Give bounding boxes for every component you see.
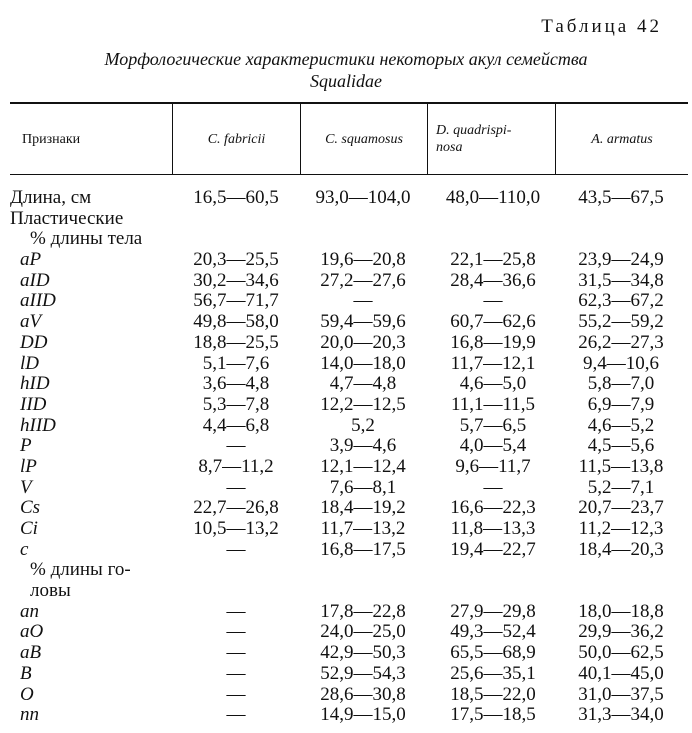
table-cell: 56,7—71,7 (193, 290, 279, 312)
row-label: % длины го- (30, 559, 131, 581)
table-cell: 40,1—45,0 (578, 662, 664, 684)
row-label: aO (20, 621, 44, 643)
table-cell: — (353, 290, 373, 312)
table-cell: 31,5—34,8 (578, 269, 664, 291)
table-cell: 43,5—67,5 (578, 187, 664, 208)
table-cell: 52,9—54,3 (320, 662, 406, 684)
table-cell: — (226, 435, 246, 457)
header-c-squamosus (301, 104, 427, 174)
table-cell: 11,8—13,3 (450, 518, 536, 539)
table-cell: 19,4—22,7 (450, 538, 536, 560)
table-cell: 11,7—13,2 (320, 518, 406, 539)
table-cell: 4,6—5,0 (459, 373, 527, 395)
table-cell: — (226, 476, 246, 498)
row-label: hID (20, 373, 50, 395)
table-cell: — (483, 290, 503, 312)
table-cell: 93,0—104,0 (315, 187, 411, 208)
row-label: aB (20, 642, 42, 664)
table-cell: 4,6—5,2 (587, 414, 655, 436)
table-row (0, 209, 692, 230)
table-cell: 59,4—59,6 (320, 311, 406, 333)
table-row (0, 705, 692, 726)
table-cell: 5,2 (351, 414, 375, 436)
header-d-quadrispinosa-line1: D. quadrispi- (436, 123, 512, 138)
table-cell: 26,2—27,3 (578, 331, 664, 353)
table-cell: 31,0—37,5 (578, 683, 664, 705)
table-cell: — (226, 621, 246, 643)
table-cell: 3,9—4,6 (329, 435, 397, 457)
header-d-quadrispinosa (428, 104, 555, 174)
table-cell: 22,7—26,8 (193, 497, 279, 519)
table-cell: 4,4—6,8 (202, 414, 270, 436)
table-cell: 14,0—18,0 (320, 352, 406, 374)
table-cell: 16,8—19,9 (450, 331, 536, 353)
row-label: c (20, 538, 29, 560)
table-row (0, 250, 692, 271)
header-feature: Признаки (22, 131, 81, 147)
table-row (0, 333, 692, 354)
row-label: DD (20, 331, 48, 353)
table-cell: — (483, 476, 503, 498)
row-label: an (20, 600, 39, 622)
table-cell: 5,3—7,8 (202, 393, 270, 415)
table-cell: 11,5—13,8 (578, 455, 664, 477)
table-cell: — (226, 642, 246, 664)
table-cell: 23,9—24,9 (578, 249, 664, 271)
table-cell: 55,2—59,2 (578, 311, 664, 333)
table-cell: 9,6—11,7 (455, 455, 531, 477)
table-number: Таблица 42 (541, 16, 662, 37)
header-c-squamosus-text: C. squamosus (325, 131, 403, 147)
table-cell: 7,6—8,1 (329, 476, 397, 498)
table-cell: 18,5—22,0 (450, 683, 536, 705)
table-cell: 18,0—18,8 (578, 600, 664, 622)
table-caption-line2: Squalidae (310, 71, 382, 91)
table-caption-line1: Морфологические характеристики некоторых акул семейства (104, 49, 588, 69)
table-cell: 18,4—19,2 (320, 497, 406, 519)
table-cell: 49,8—58,0 (193, 311, 279, 333)
table-cell: 62,3—67,2 (578, 290, 664, 312)
table-row (0, 685, 692, 706)
table-body (0, 188, 692, 726)
table-cell: 28,4—36,6 (450, 269, 536, 291)
table-cell: 25,6—35,1 (450, 662, 536, 684)
table-cell: 12,2—12,5 (320, 393, 406, 415)
table-row (0, 498, 692, 519)
table-row (0, 602, 692, 623)
table-cell: 12,1—12,4 (320, 455, 406, 477)
table-row (0, 271, 692, 292)
table-row (0, 457, 692, 478)
row-label: O (20, 683, 34, 705)
table-cell: 9,4—10,6 (583, 352, 659, 374)
row-label: nn (20, 704, 39, 726)
table-cell: 5,7—6,5 (459, 414, 527, 436)
row-label: IID (20, 393, 47, 415)
row-label: aID (20, 269, 50, 291)
table-row (0, 416, 692, 437)
table-cell: 65,5—68,9 (450, 642, 536, 664)
table-row (0, 664, 692, 685)
table-cell: 16,6—22,3 (450, 497, 536, 519)
row-label: lD (20, 352, 39, 374)
row-label: aIID (20, 290, 56, 312)
row-label: hIID (20, 414, 56, 436)
header-a-armatus-text: A. armatus (591, 131, 653, 147)
table-cell: 27,9—29,8 (450, 600, 536, 622)
table-cell: 11,2—12,3 (578, 518, 664, 539)
table-cell: 31,3—34,0 (578, 704, 664, 726)
table-cell: 3,6—4,8 (202, 373, 270, 395)
table-cell: 17,5—18,5 (450, 704, 536, 726)
table-cell: 22,1—25,8 (450, 249, 536, 271)
table-cell: 27,2—27,6 (320, 269, 406, 291)
table-cell: 11,7—12,1 (450, 352, 536, 374)
table-cell: 5,1—7,6 (202, 352, 270, 374)
table-cell: 20,0—20,3 (320, 331, 406, 353)
table-cell: 5,8—7,0 (587, 373, 655, 395)
table-cell: 29,9—36,2 (578, 621, 664, 643)
table-row (0, 374, 692, 395)
table-cell: 19,6—20,8 (320, 249, 406, 271)
table-cell: 4,7—4,8 (329, 373, 397, 395)
table-cell: 20,3—25,5 (193, 249, 279, 271)
table-cell: 14,9—15,0 (320, 704, 406, 726)
row-label: Длина, см (10, 187, 92, 208)
table-cell: — (226, 662, 246, 684)
row-label: V (20, 476, 32, 498)
table-row (0, 229, 692, 250)
row-label: lP (20, 455, 37, 477)
row-label: Пластические (10, 207, 124, 229)
table-cell: 28,6—30,8 (320, 683, 406, 705)
table-row (0, 395, 692, 416)
table-cell: 5,2—7,1 (587, 476, 655, 498)
table-row (0, 540, 692, 561)
table-cell: 17,8—22,8 (320, 600, 406, 622)
row-label: Ci (20, 518, 38, 539)
table-row (0, 560, 692, 581)
row-label: Cs (20, 497, 41, 519)
table-cell: — (226, 704, 246, 726)
table-cell: 18,4—20,3 (578, 538, 664, 560)
table-cell: 42,9—50,3 (320, 642, 406, 664)
header-c-fabricii (173, 104, 300, 174)
table-cell: 4,0—5,4 (459, 435, 527, 457)
row-label: B (20, 662, 32, 684)
table-cell: 48,0—110,0 (445, 187, 541, 208)
table-row (0, 643, 692, 664)
row-label: aV (20, 311, 42, 333)
table-row (0, 478, 692, 499)
table-row (0, 581, 692, 602)
table-row (0, 622, 692, 643)
table-row (0, 188, 692, 209)
table-cell: 49,3—52,4 (450, 621, 536, 643)
header-a-armatus (556, 104, 688, 174)
table-cell: — (226, 683, 246, 705)
table-row (0, 354, 692, 375)
table-cell: 16,8—17,5 (320, 538, 406, 560)
table-cell: 18,8—25,5 (193, 331, 279, 353)
table-cell: 6,9—7,9 (587, 393, 655, 415)
table-cell: 20,7—23,7 (578, 497, 664, 519)
table-cell: 16,5—60,5 (193, 187, 279, 208)
table-cell: 4,5—5,6 (587, 435, 655, 457)
table-row (0, 519, 692, 540)
table-row (0, 436, 692, 457)
table-row (0, 312, 692, 333)
header-d-quadrispinosa-line2: nosa (436, 140, 463, 155)
table-cell: 24,0—25,0 (320, 621, 406, 643)
table-cell: 30,2—34,6 (193, 269, 279, 291)
row-label: aP (20, 249, 42, 271)
table-cell: 10,5—13,2 (193, 518, 279, 539)
row-label: P (20, 435, 32, 457)
table-cell: 50,0—62,5 (578, 642, 664, 664)
table-cell: — (226, 538, 246, 560)
table-cell: — (226, 600, 246, 622)
table-row (0, 291, 692, 312)
table-cell: 11,1—11,5 (450, 393, 536, 415)
header-rule (10, 174, 688, 175)
row-label: ловы (30, 580, 71, 602)
header-c-fabricii-text: C. fabricii (207, 131, 266, 147)
table-cell: 60,7—62,6 (450, 311, 536, 333)
table-cell: 8,7—11,2 (198, 455, 274, 477)
row-label: % длины тела (30, 228, 143, 250)
